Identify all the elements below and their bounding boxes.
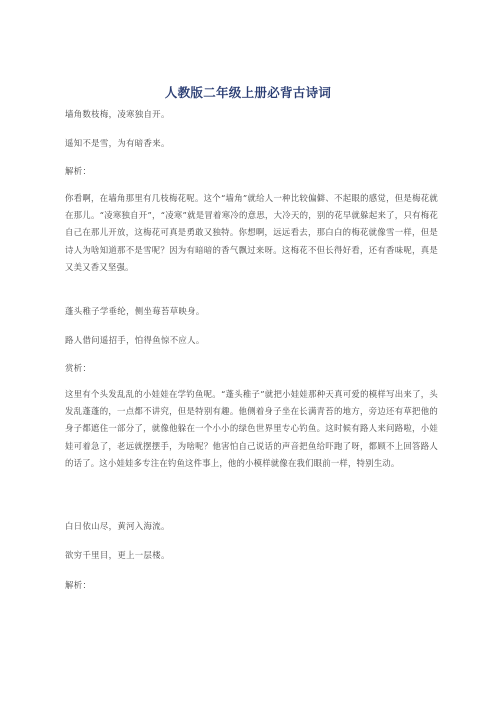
document-title: 人教版二年级上册必背古诗词: [164, 85, 332, 100]
poem2-analysis-text: 这里有个头发乱乱的小娃娃在学钓鱼呢。“蓬头稚子”就把小娃娃那种天真可爱的模样写出来了，头发乱蓬蓬的，一点都不讲究，但是特别有趣。他侧着身子坐在长满青苔的地方，旁边还有草把他的身子都遮住一部分了，就像他躲在一个小小的绿色世界里专心钓鱼。这时候有路人来问路啦，小娃娃可着急了，老远就摆摆手，为啥呢？他害怕自己说话的声音把鱼给吓跑了呀，都顾不上回答路人的话了。这小娃娃多专注在钓鱼这件事上，他的小模样就像在我们眼前一样，特别生动。: [65, 389, 438, 468]
poem2-analysis-label: 赏析：: [65, 363, 92, 373]
poem2-analysis-paragraph: [65, 386, 438, 472]
poem1-line1: 墙角数枝梅，凌寒独自开。: [65, 109, 170, 119]
poem2-line2: 路人借问遥招手，怕得鱼惊不应人。: [65, 335, 205, 345]
poem3-line2: 欲穷千里目，更上一层楼。: [65, 550, 170, 560]
poem1-line2: 遥知不是雪，为有暗香来。: [65, 138, 170, 148]
poem1-analysis-text: 你看啊，在墙角那里有几枝梅花呢。这个“墙角”就给人一种比较偏僻、不起眼的感觉，但是梅花就在那儿。“凌寒独自开”，“凌寒”就是冒着寒冷的意思，大冷天的，别的花早就躲起来了，只有梅花自己在那儿开放，这梅花可真是勇敢又独特。你想啊，远远看去，那白白的梅花就像雪一样，但是诗人为啥知道那不是雪呢？因为有暗暗的香气飘过来呀。这梅花不但长得好看，还有香味呢，真是又美又香又坚强。: [65, 193, 438, 272]
poem3-analysis-label: 解析：: [65, 580, 92, 590]
poem3-line1: 白日依山尽，黄河入海流。: [65, 521, 170, 531]
poem1-analysis-label: 解析：: [65, 166, 92, 176]
poem2-line1: 蓬头稚子学垂纶，侧坐莓苔草映身。: [65, 306, 205, 316]
poem1-analysis-paragraph: [65, 190, 438, 276]
